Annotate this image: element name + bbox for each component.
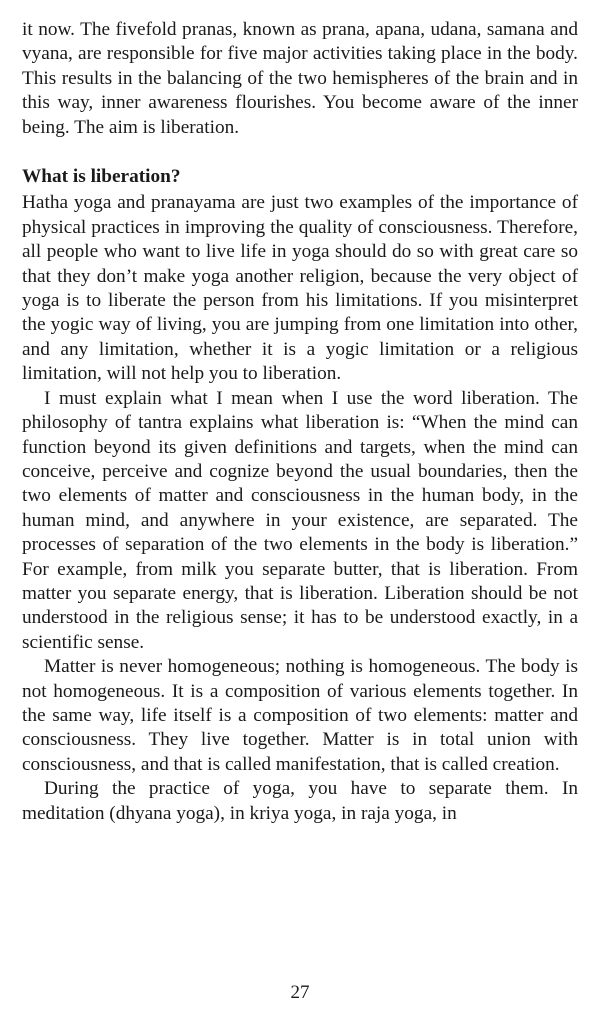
- paragraph-3: Matter is never homogeneous; nothing is homogeneous. The body is not homogeneous. It is a composition of various elements together. In the same way, life itself is a composition of two elements: matter and consciousness. They live together. Matter is in total union with consciousness, and that is called manifestation, that is called creation.: [22, 656, 578, 775]
- section-heading: What is liberation?: [22, 166, 181, 188]
- page-number: 27: [290, 982, 310, 1003]
- paragraph-1: Hatha yoga and pranayama are just two examples of the importance of physical practices in improving the quality of consciousness. Therefore, all people who want to live life in yoga should do so with great care so that they don’t make yoga another religion, because the very object of yoga is to liberate the person from his limitations. If you misinterpret the yogic way of living, you are jumping from one limitation into other, and any limitation, whether it is a yogic limitation or a religious limitation, will not help you to liberation.: [22, 192, 578, 385]
- page-body: [22, 18, 578, 826]
- intro-paragraph: it now. The fivefold pranas, known as prana, apana, udana, samana and vyana, are responsible for five major activities taking place in the body. This results in the balancing of the two hemispheres of the brain and in this way, inner awareness flourishes. You become aware of the inner being. The aim is liberation.: [22, 19, 578, 138]
- paragraph-4: During the practice of yoga, you have to separate them. In meditation (dhyana yoga), in kriya yoga, in raja yoga, in: [22, 778, 578, 824]
- paragraph-2: I must explain what I mean when I use the word liberation. The philosophy of tantra explains what liberation is: “When the mind can function beyond its given definitions and targets, when the mind can conceive, perceive and cognize beyond the usual boundaries, then the two elements of matter and consciousness in the human body, in the human mind, and anywhere in your existence, are separated. The processes of separation of the two elements in the body is liberation.” For example, from milk you separate butter, that is liberation. From matter you separate energy, that is liberation. Liberation should be not understood in the religious sense; it has to be understood exactly, in a scientific sense.: [22, 387, 578, 653]
